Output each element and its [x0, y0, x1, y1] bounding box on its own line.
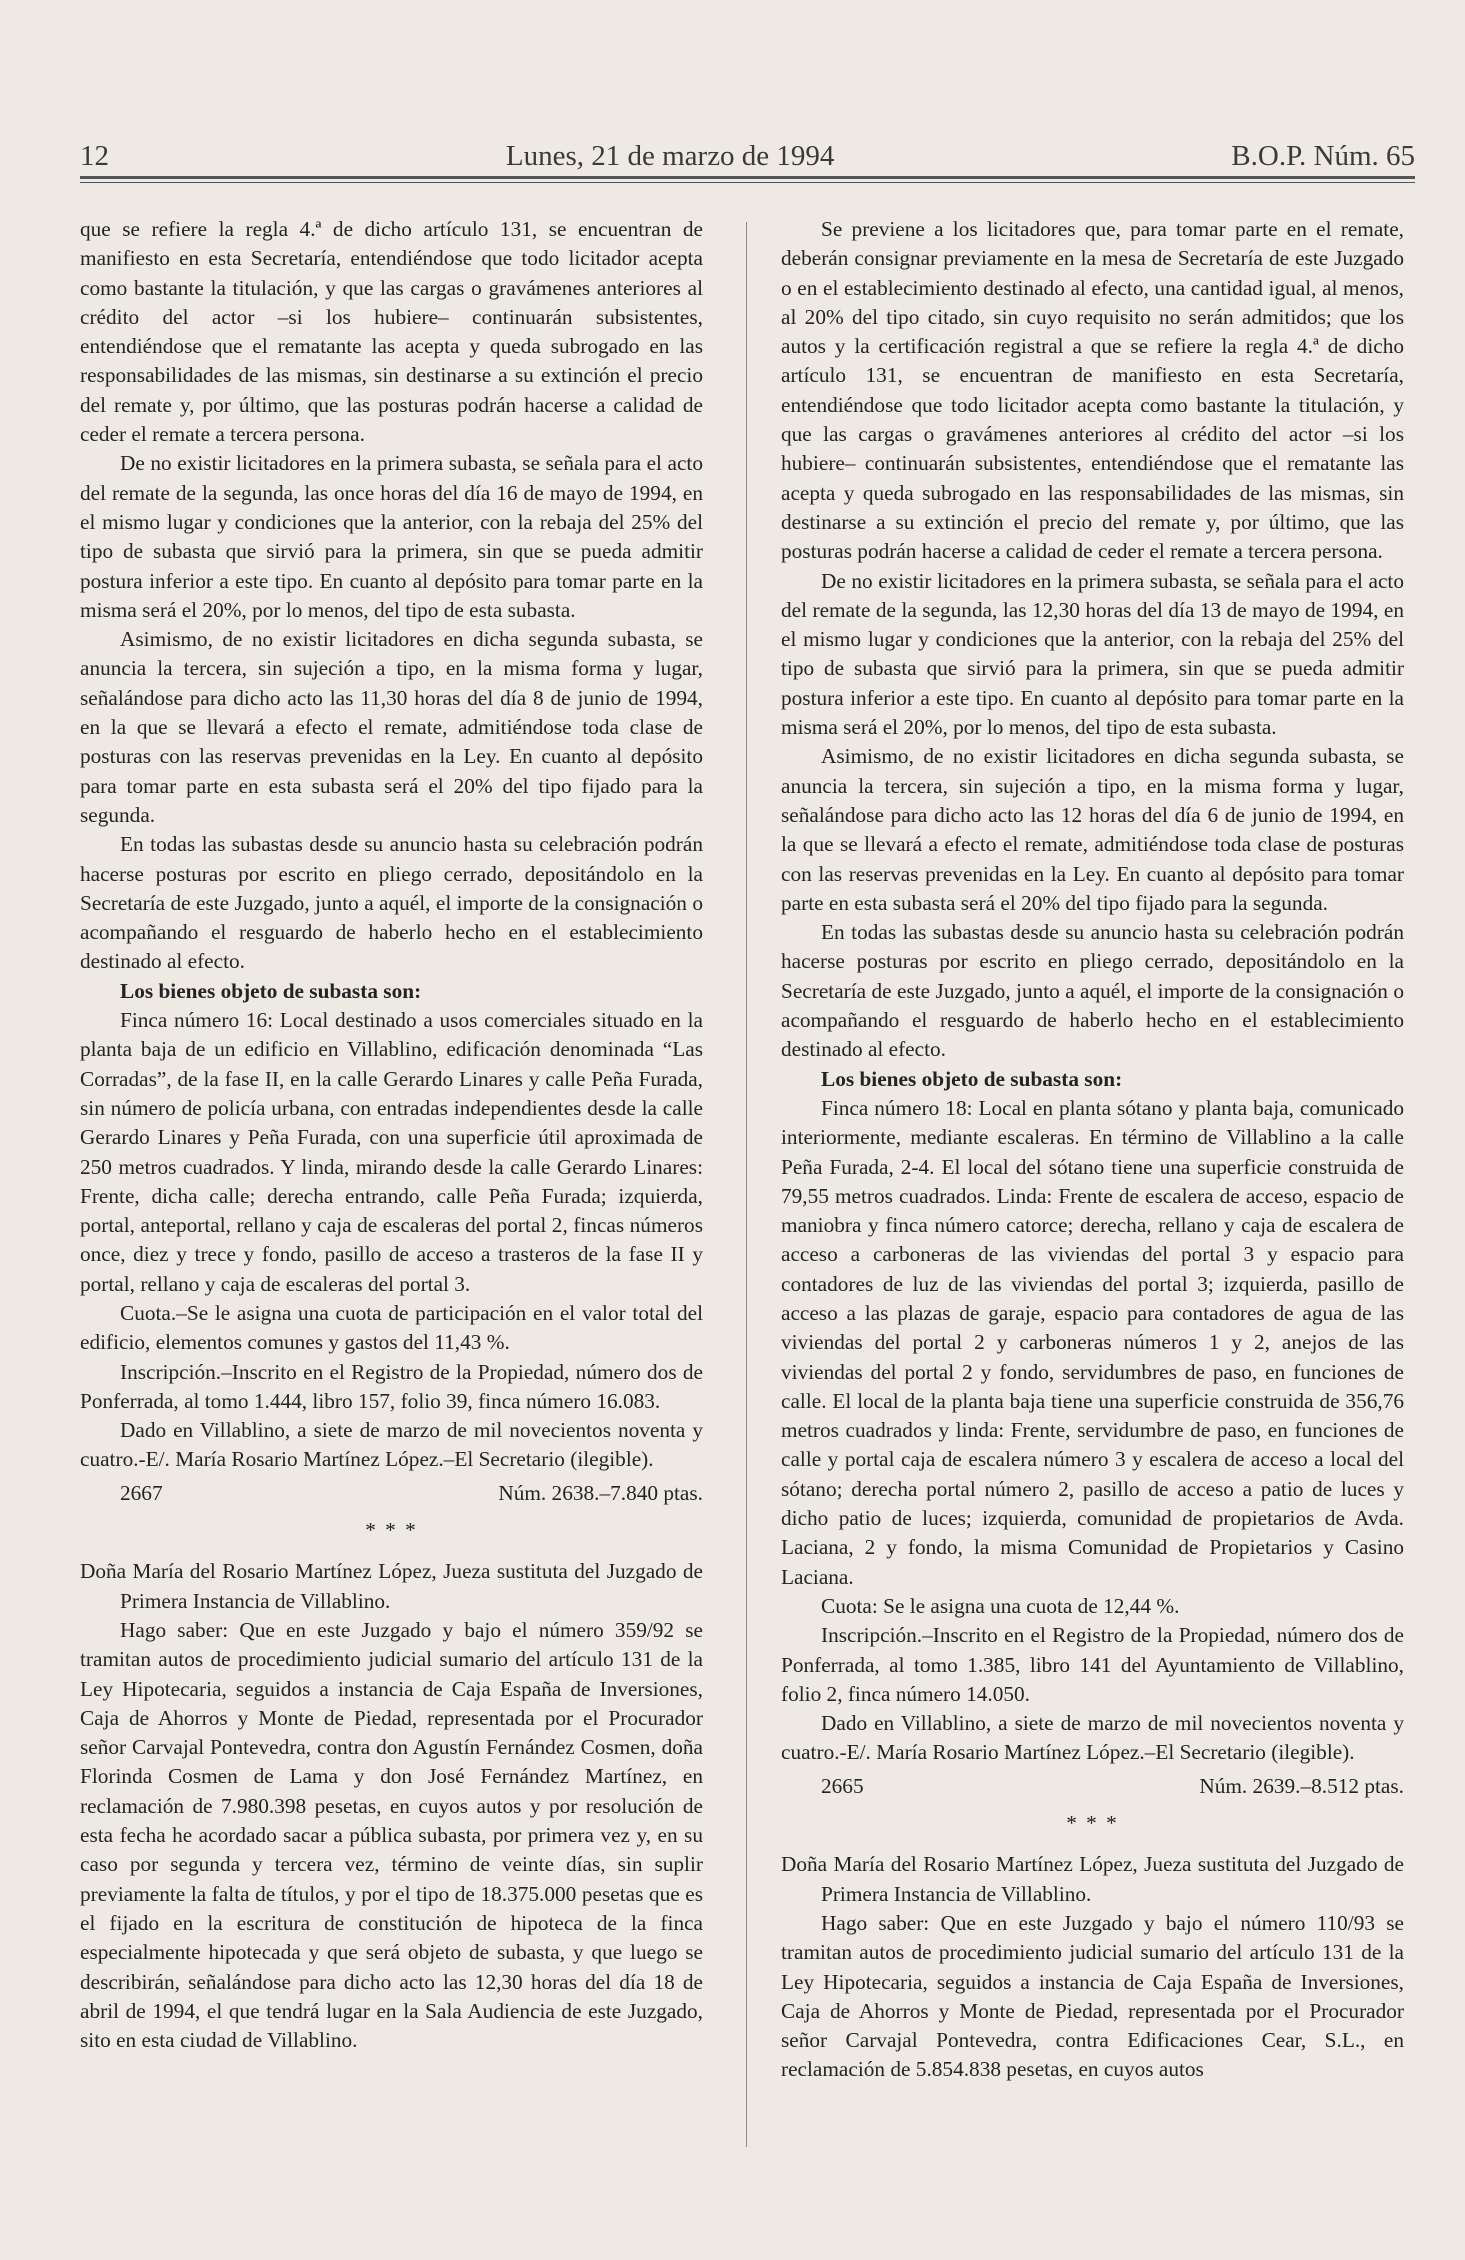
paragraph: Asimismo, de no existir licitadores en dicha segunda subasta, se anuncia la tercera, sin sujeción a tipo, en la misma forma y lugar, señalándose para dicho acto las 11,30 horas del día 8 de junio de 1994, en la que se llevará a efecto el remate, admitiéndose toda clase de posturas con las reservas prevenidas en la Ley. En cuanto al depósito para tomar parte en esta subasta será el 20% del tipo fijado para la segunda.	[80, 627, 703, 827]
paragraph: Cuota: Se le asigna una cuota de 12,44 %.	[821, 1593, 1180, 1618]
column-divider	[746, 222, 747, 2147]
paragraph: En todas las subastas desde su anuncio hasta su celebración podrán hacerse posturas por escrito en pliego cerrado, depositándolo en la Secretaría de este Juzgado, junto a aquél, el importe de la consignación o acompañando el resguardo de haberlo hecho en el establecimiento destinado al efecto.	[781, 920, 1404, 1062]
reference-amount: Núm. 2638.–7.840 ptas.	[498, 1480, 703, 1505]
paragraph: Hago saber: Que en este Juzgado y bajo el número 359/92 se tramitan autos de procedimiento judicial sumario del artículo 131 de la Ley Hipotecaria, seguidos a instancia de Caja España de Inversiones, Caja de Ahorros y Monte de Piedad, representada por el Procurador señor Carvajal Pontevedra, contra don Agustín Fernández Cosmen, doña Florinda Cosmen de Lama y don José Fernández Martínez, en reclamación de 7.980.398 pesetas, en cuyos autos y por resolución de esta fecha he acordado sacar a pública subasta, por primera vez y, en su caso por segunda y tercera vez, término de veinte días, sin suplir previamente la falta de títulos, y por el tipo de 18.375.000 pesetas que es el fijado en la escritura de constitución de hipoteca de la finca especialmente hipotecada y que será objeto de subasta, y que luego se describirán, señalándose para dicho acto las 12,30 horas del día 18 de abril de 1994, el que tendrá lugar en la Sala Audiencia de este Juzgado, sito en esta ciudad de Villablino.	[80, 1617, 703, 2053]
reference-amount: Núm. 2639.–8.512 ptas.	[1199, 1773, 1404, 1798]
paragraph: Dado en Villablino, a siete de marzo de mil novecientos noventa y cuatro.-E/. María Rosario Martínez López.–El Secretario (ilegible).	[80, 1418, 703, 1472]
paragraph: Se previene a los licitadores que, para tomar parte en el remate, deberán consignar previamente en la mesa de Secretaría de este Juzgado o en el establecimiento destinado al efecto, una cantidad igual, al menos, al 20% del tipo citado, sin cuyo requisito no serán admitidos; que los autos y la certificación registral a que se refiere la regla 4.ª de dicho artículo 131, se encuentran de manifiesto en esta Secretaría, entendiéndose que todo licitador acepta como bastante la titulación, y que las cargas o gravámenes anteriores al crédito del actor –si los hubiere– continuarán subsistentes, entendiéndose que el rematante las acepta y queda subrogado en las responsabilidades de las mismas, sin destinarse a su extinción el precio del remate y, por último, que las posturas podrán hacerse a calidad de ceder el remate a tercera persona.	[781, 217, 1404, 564]
header-rule	[80, 176, 1415, 179]
separator: * * *	[365, 1518, 418, 1543]
paragraph: De no existir licitadores en la primera subasta, se señala para el acto del remate de la segunda, las 12,30 horas del día 13 de mayo de 1994, en el mismo lugar y condiciones que la anterior, con la rebaja del 25% del tipo de subasta que sirvió para la primera, sin que se pueda admitir postura inferior a este tipo. En cuanto al depósito para tomar parte en la misma será el 20%, por lo menos, del tipo de esta subasta.	[781, 568, 1404, 740]
left-column	[80, 215, 703, 2055]
separator: * * *	[1066, 1811, 1119, 1836]
publication-number: B.O.P. Núm. 65	[1231, 140, 1415, 172]
reference-number: 2665	[821, 1773, 864, 1798]
paragraph: Cuota.–Se le asigna una cuota de participación en el valor total del edificio, elementos comunes y gastos del 11,43 %.	[80, 1300, 703, 1355]
section-heading: Los bienes objeto de subasta son:	[120, 978, 422, 1003]
issue-date: Lunes, 21 de marzo de 1994	[505, 140, 835, 172]
reference-line	[80, 1479, 703, 1508]
reference-line	[781, 1772, 1404, 1801]
paragraph: Finca número 16: Local destinado a usos comerciales situado en la planta baja de un edificio en Villablino, edificación denominada “Las Corradas”, de la fase II, en la calle Gerardo Linares y calle Peña Furada, sin número de policía urbana, con entradas independientes desde la calle Gerardo Linares y Peña Furada, con una superficie útil aproximada de 250 metros cuadrados. Y linda, mirando desde la calle Gerardo Linares: Frente, dicha calle; derecha entrando, calle Peña Furada; izquierda, portal, anteportal, rellano y caja de escaleras del portal 2, fincas números once, diez y trece y fondo, pasillo de acceso a trasteros de la fase II y portal, rellano y caja de escaleras del portal 3.	[80, 1008, 703, 1296]
page-header	[80, 140, 1415, 173]
paragraph: Inscripción.–Inscrito en el Registro de la Propiedad, número dos de Ponferrada, al tomo 1.385, libro 141 del Ayuntamiento de Villablino, folio 2, finca número 14.050.	[781, 1623, 1404, 1706]
paragraph: Hago saber: Que en este Juzgado y bajo el número 110/93 se tramitan autos de procedimiento judicial sumario del artículo 131 de la Ley Hipotecaria, seguidos a instancia de Caja España de Inversiones, Caja de Ahorros y Monte de Piedad, representada por el Procurador señor Carvajal Pontevedra, contra Edificaciones Cear, S.L., en reclamación de 5.854.838 pesetas, en cuyos autos	[781, 1910, 1404, 2082]
notice-heading: Doña María del Rosario Martínez López, Jueza sustituta del Juzgado de Primera Instancia de Villablino.	[781, 1852, 1404, 1906]
paragraph: Dado en Villablino, a siete de marzo de mil novecientos noventa y cuatro.-E/. María Rosario Martínez López.–El Secretario (ilegible).	[781, 1711, 1404, 1765]
right-column	[781, 215, 1404, 2085]
paragraph: Asimismo, de no existir licitadores en dicha segunda subasta, se anuncia la tercera, sin sujeción a tipo, en la misma forma y lugar, señalándose para dicho acto las 12 horas del día 6 de junio de 1994, en la que se llevará a efecto el remate, admitiéndose toda clase de posturas con las reservas prevenidas en la Ley. En cuanto al depósito para tomar parte en esta subasta será el 20% del tipo fijado para la segunda.	[781, 744, 1404, 915]
page-number: 12	[80, 140, 109, 172]
paragraph: De no existir licitadores en la primera subasta, se señala para el acto del remate de la segunda, las once horas del día 16 de mayo de 1994, en el mismo lugar y condiciones que la anterior, con la rebaja del 25% del tipo de subasta que sirvió para la primera, sin que se pueda admitir postura inferior a este tipo. En cuanto al depósito para tomar parte en la misma será el 20%, por lo menos, del tipo de esta subasta.	[80, 451, 703, 622]
paragraph: Inscripción.–Inscrito en el Registro de la Propiedad, número dos de Ponferrada, al tomo 1.444, libro 157, folio 39, finca número 16.083.	[80, 1359, 703, 1413]
notice-heading: Doña María del Rosario Martínez López, Jueza sustituta del Juzgado de Primera Instancia de Villablino.	[80, 1559, 703, 1613]
paragraph: Finca número 18: Local en planta sótano y planta baja, comunicado interiormente, mediante escaleras. En término de Villablino a la calle Peña Furada, 2-4. El local del sótano tiene una superficie construida de 79,55 metros cuadrados. Linda: Frente de escalera de acceso, espacio de maniobra y finca número catorce; derecha, rellano y caja de escalera de acceso a carboneras de las viviendas del portal 3 y espacio para contadores de luz de las viviendas del portal 3; izquierda, pasillo de acceso a las plazas de garaje, espacio para contadores de agua de las viviendas del portal 2 y carboneras números 1 y 2, anejos de las viviendas del portal 2 y fondo, servidumbres de paso, en funciones de calle. El local de la planta baja tiene una superficie construida de 356,76 metros cuadrados y linda: Frente, servidumbre de paso, en funciones de calle y portal caja de escalera número 3 y escalera de acceso a local del sótano; derecha portal número 2, pasillo de acceso a patio de luces y dicho patio de luces; izquierda, comunidad de propietarios de Avda. Laciana, 2 y fondo, la misma Comunidad de Propietarios y Casino Laciana.	[781, 1095, 1404, 1589]
reference-number: 2667	[120, 1480, 163, 1505]
paragraph: que se refiere la regla 4.ª de dicho artículo 131, se encuentran de manifiesto en esta Secretaría, entendiéndose que todo licitador acepta como bastante la titulación, y que las cargas o gravámenes anteriores al crédito del actor –si los hubiere– continuarán subsistentes, entendiéndose que el rematante las acepta y queda subrogado en las responsabilidades de las mismas, sin destinarse a su extinción el precio del remate y, por último, que las posturas podrán hacerse a calidad de ceder el remate a tercera persona.	[80, 217, 703, 447]
paragraph: En todas las subastas desde su anuncio hasta su celebración podrán hacerse posturas por escrito en pliego cerrado, depositándolo en la Secretaría de este Juzgado, junto a aquél, el importe de la consignación o acompañando el resguardo de haberlo hecho en el establecimiento destinado al efecto.	[80, 832, 703, 974]
section-heading: Los bienes objeto de subasta son:	[821, 1066, 1123, 1091]
header-rule-thin	[80, 182, 1415, 183]
